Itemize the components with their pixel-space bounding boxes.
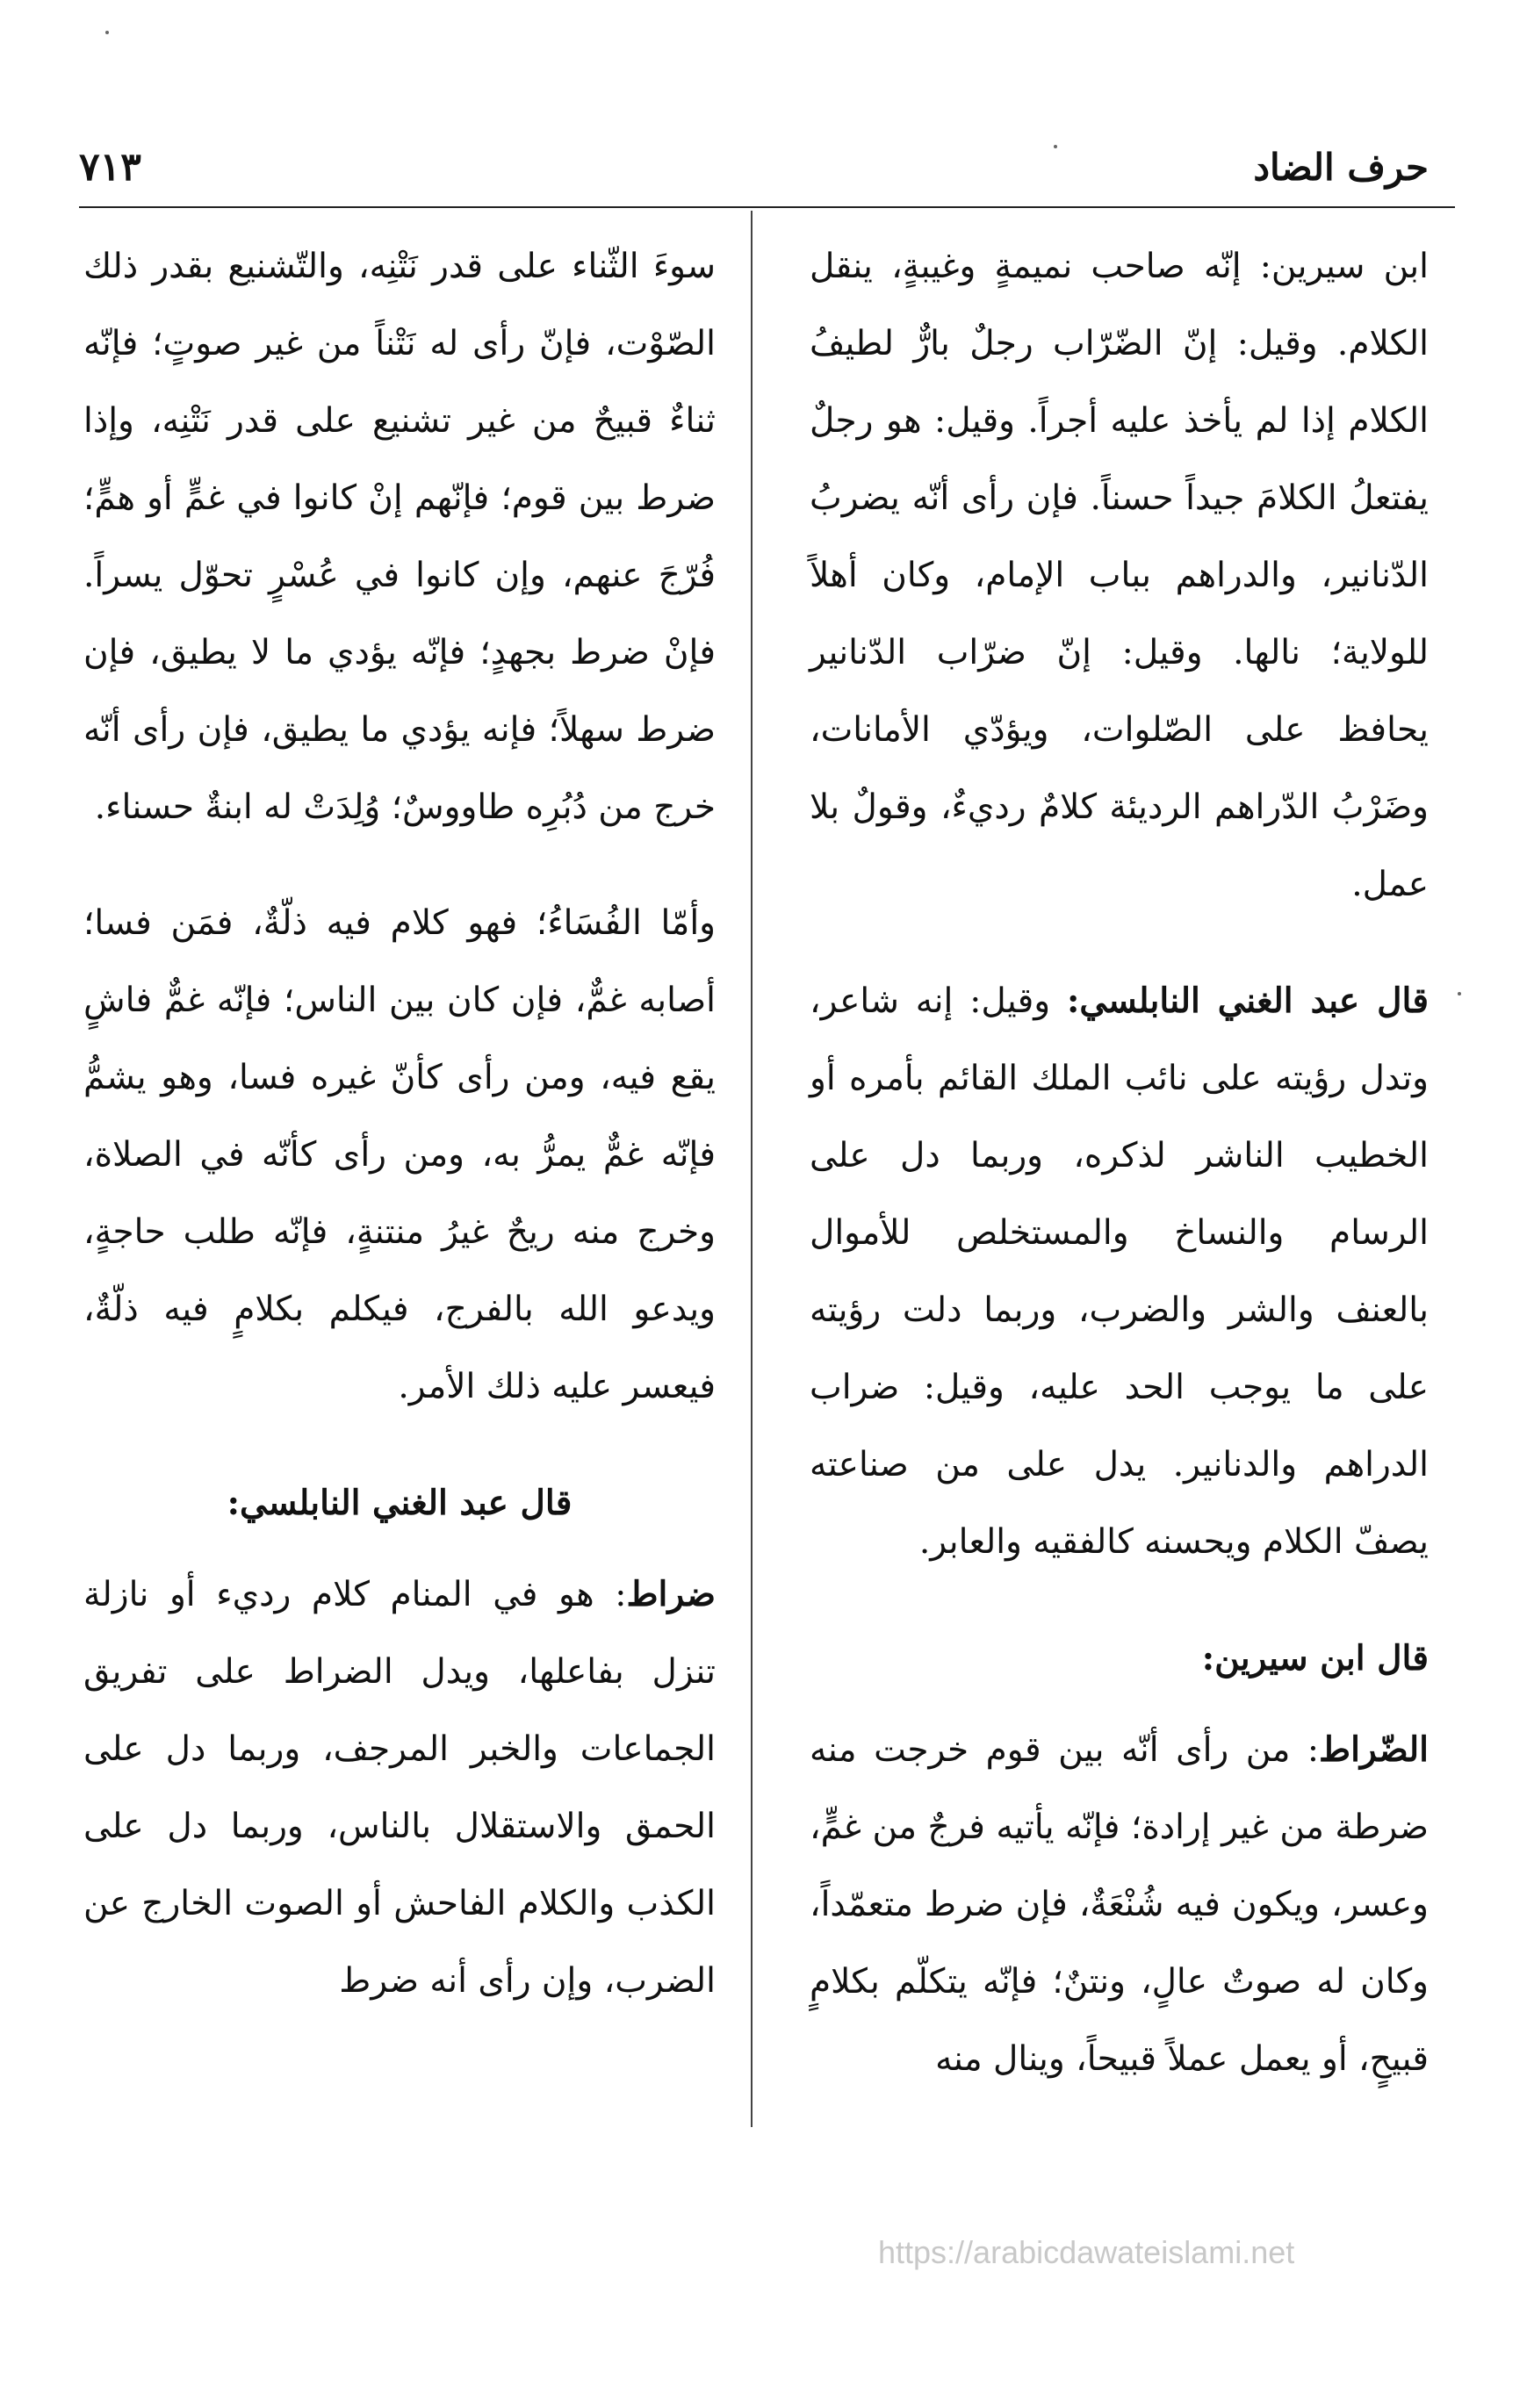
section-heading-ibn-sirin: قال ابن سيرين: [1201, 1638, 1429, 1678]
scan-speck [105, 31, 109, 34]
left-paragraph-1: سوءَ الثّناء على قدر نَتْنِه، والتّشنيع بقدر ذلك الصّوْت، فإنّ رأى له نَتْناً من غير صوتٍ؛ فإنّه ثناءٌ قبيحٌ من غير تشنيع على قدر نَتْنِه، وإذا ضرط بين قوم؛ فإنّهم إنْ كانوا في غمٍّ أو همٍّ؛ فُرّجَ عنهم، وإن كانوا في عُسْرٍ تحوّل يسراً. فإنْ ضرط بجهدٍ؛ فإنّه يؤدي ما لا يطيق، فإن ضرط سهلاً؛ فإنه يؤدي ما يطيق، فإن رأى أنّه خرج من دُبُرِه طاووسٌ؛ وُلِدَتْ له ابنةٌ حسناء. [83, 247, 716, 827]
header-rule [79, 206, 1455, 208]
right-paragraph-3 [810, 1711, 1429, 2098]
watermark-url: https://arabicdawateislami.net [878, 2234, 1295, 2270]
column-divider [751, 211, 753, 2127]
scan-speck [1054, 145, 1057, 148]
page-header [79, 132, 1429, 202]
chapter-title: حرف الضاد [1253, 145, 1429, 189]
left-paragraph-3 [83, 1556, 716, 2020]
section-heading-nabulsi: قال عبد الغني النابلسي: [1066, 981, 1429, 1021]
entry-term-left: ضراط [626, 1574, 716, 1614]
entry-term: الضّراط [1319, 1729, 1429, 1770]
right-paragraph-2 [810, 962, 1429, 1581]
right-column [810, 228, 1429, 2118]
right-paragraph-1: ابن سيرين: إنّه صاحب نميمةٍ وغيبةٍ، ينقل الكلام. وقيل: إنّ الضّرّاب رجلٌ بارٌّ لطيفُ الكلام إذا لم يأخذ عليه أجراً. وقيل: هو رجلٌ يفتعلُ الكلامَ جيداً حسناً. فإن رأى أنّه يضربُ الدّنانير، والدراهم بباب الإمام، وكان أهلاً للولاية؛ نالها. وقيل: إنّ ضرّاب الدّنانير يحافظ على الصّلوات، ويؤدّي الأمانات، وضَرْبُ الدّراهم الرديئة كلامٌ رديءٌ، وقولٌ بلا عمل. [810, 247, 1429, 904]
section-heading-nabulsi-left: قال عبد الغني النابلسي: [227, 1483, 573, 1523]
left-column [83, 228, 716, 2118]
scan-speck [1458, 992, 1461, 996]
page-number: ٧١٣ [79, 144, 141, 190]
left-paragraph-2: وأمّا الفُسَاءُ؛ فهو كلام فيه ذلّةٌ، فمَن فسا؛ أصابه غمٌّ، فإن كان بين الناس؛ فإنّه غمٌّ فاشٍ يقع فيه، ومن رأى كأنّ غيره فسا، وهو يشمُّ فإنّه غمٌّ يمرُّ به، ومن رأى كأنّه في الصلاة، وخرج منه ريحٌ غيرُ منتنةٍ، فإنّه طلب حاجةٍ، ويدعو الله بالفرج، فيكلم بكلامٍ فيه ذلّةٌ، فيعسر عليه ذلك الأمر. [83, 903, 716, 1406]
left-paragraph-3-text: : هو في المنام كلام رديء أو نازلة تنزل بفاعلها، ويدل الضراط على تفريق الجماعات والخبر المرجف، وربما دل على الحمق والاستقلال بالناس، وربما دل على الكذب والكلام الفاحش أو الصوت الخارج عن الضرب، وإن رأى أنه ضرط [83, 1575, 716, 2001]
right-paragraph-2-text: وقيل: إنه شاعر، وتدل رؤيته على نائب الملك القائم بأمره أو الخطيب الناشر لذكره، وربما دل على الرسام والنساخ والمستخلص للأموال بالعنف والشر والضرب، وربما دلت رؤيته على ما يوجب الحد عليه، وقيل: ضراب الدراهم والدنانير. يدل على من صناعته يصفّ الكلام ويحسنه كالفقيه والعابر. [810, 981, 1429, 1562]
right-paragraph-3-text: : من رأى أنّه بين قوم خرجت منه ضرطة من غير إرادة؛ فإنّه يأتيه فرجٌ من غمٍّ، وعسر، ويكون فيه شُنْعَةٌ، فإن ضرط متعمّداً، وكان له صوتٌ عالٍ، ونتنٌ؛ فإنّه يتكلّم بكلامٍ قبيحٍ، أو يعمل عملاً قبيحاً، وينال منه [810, 1730, 1429, 2079]
